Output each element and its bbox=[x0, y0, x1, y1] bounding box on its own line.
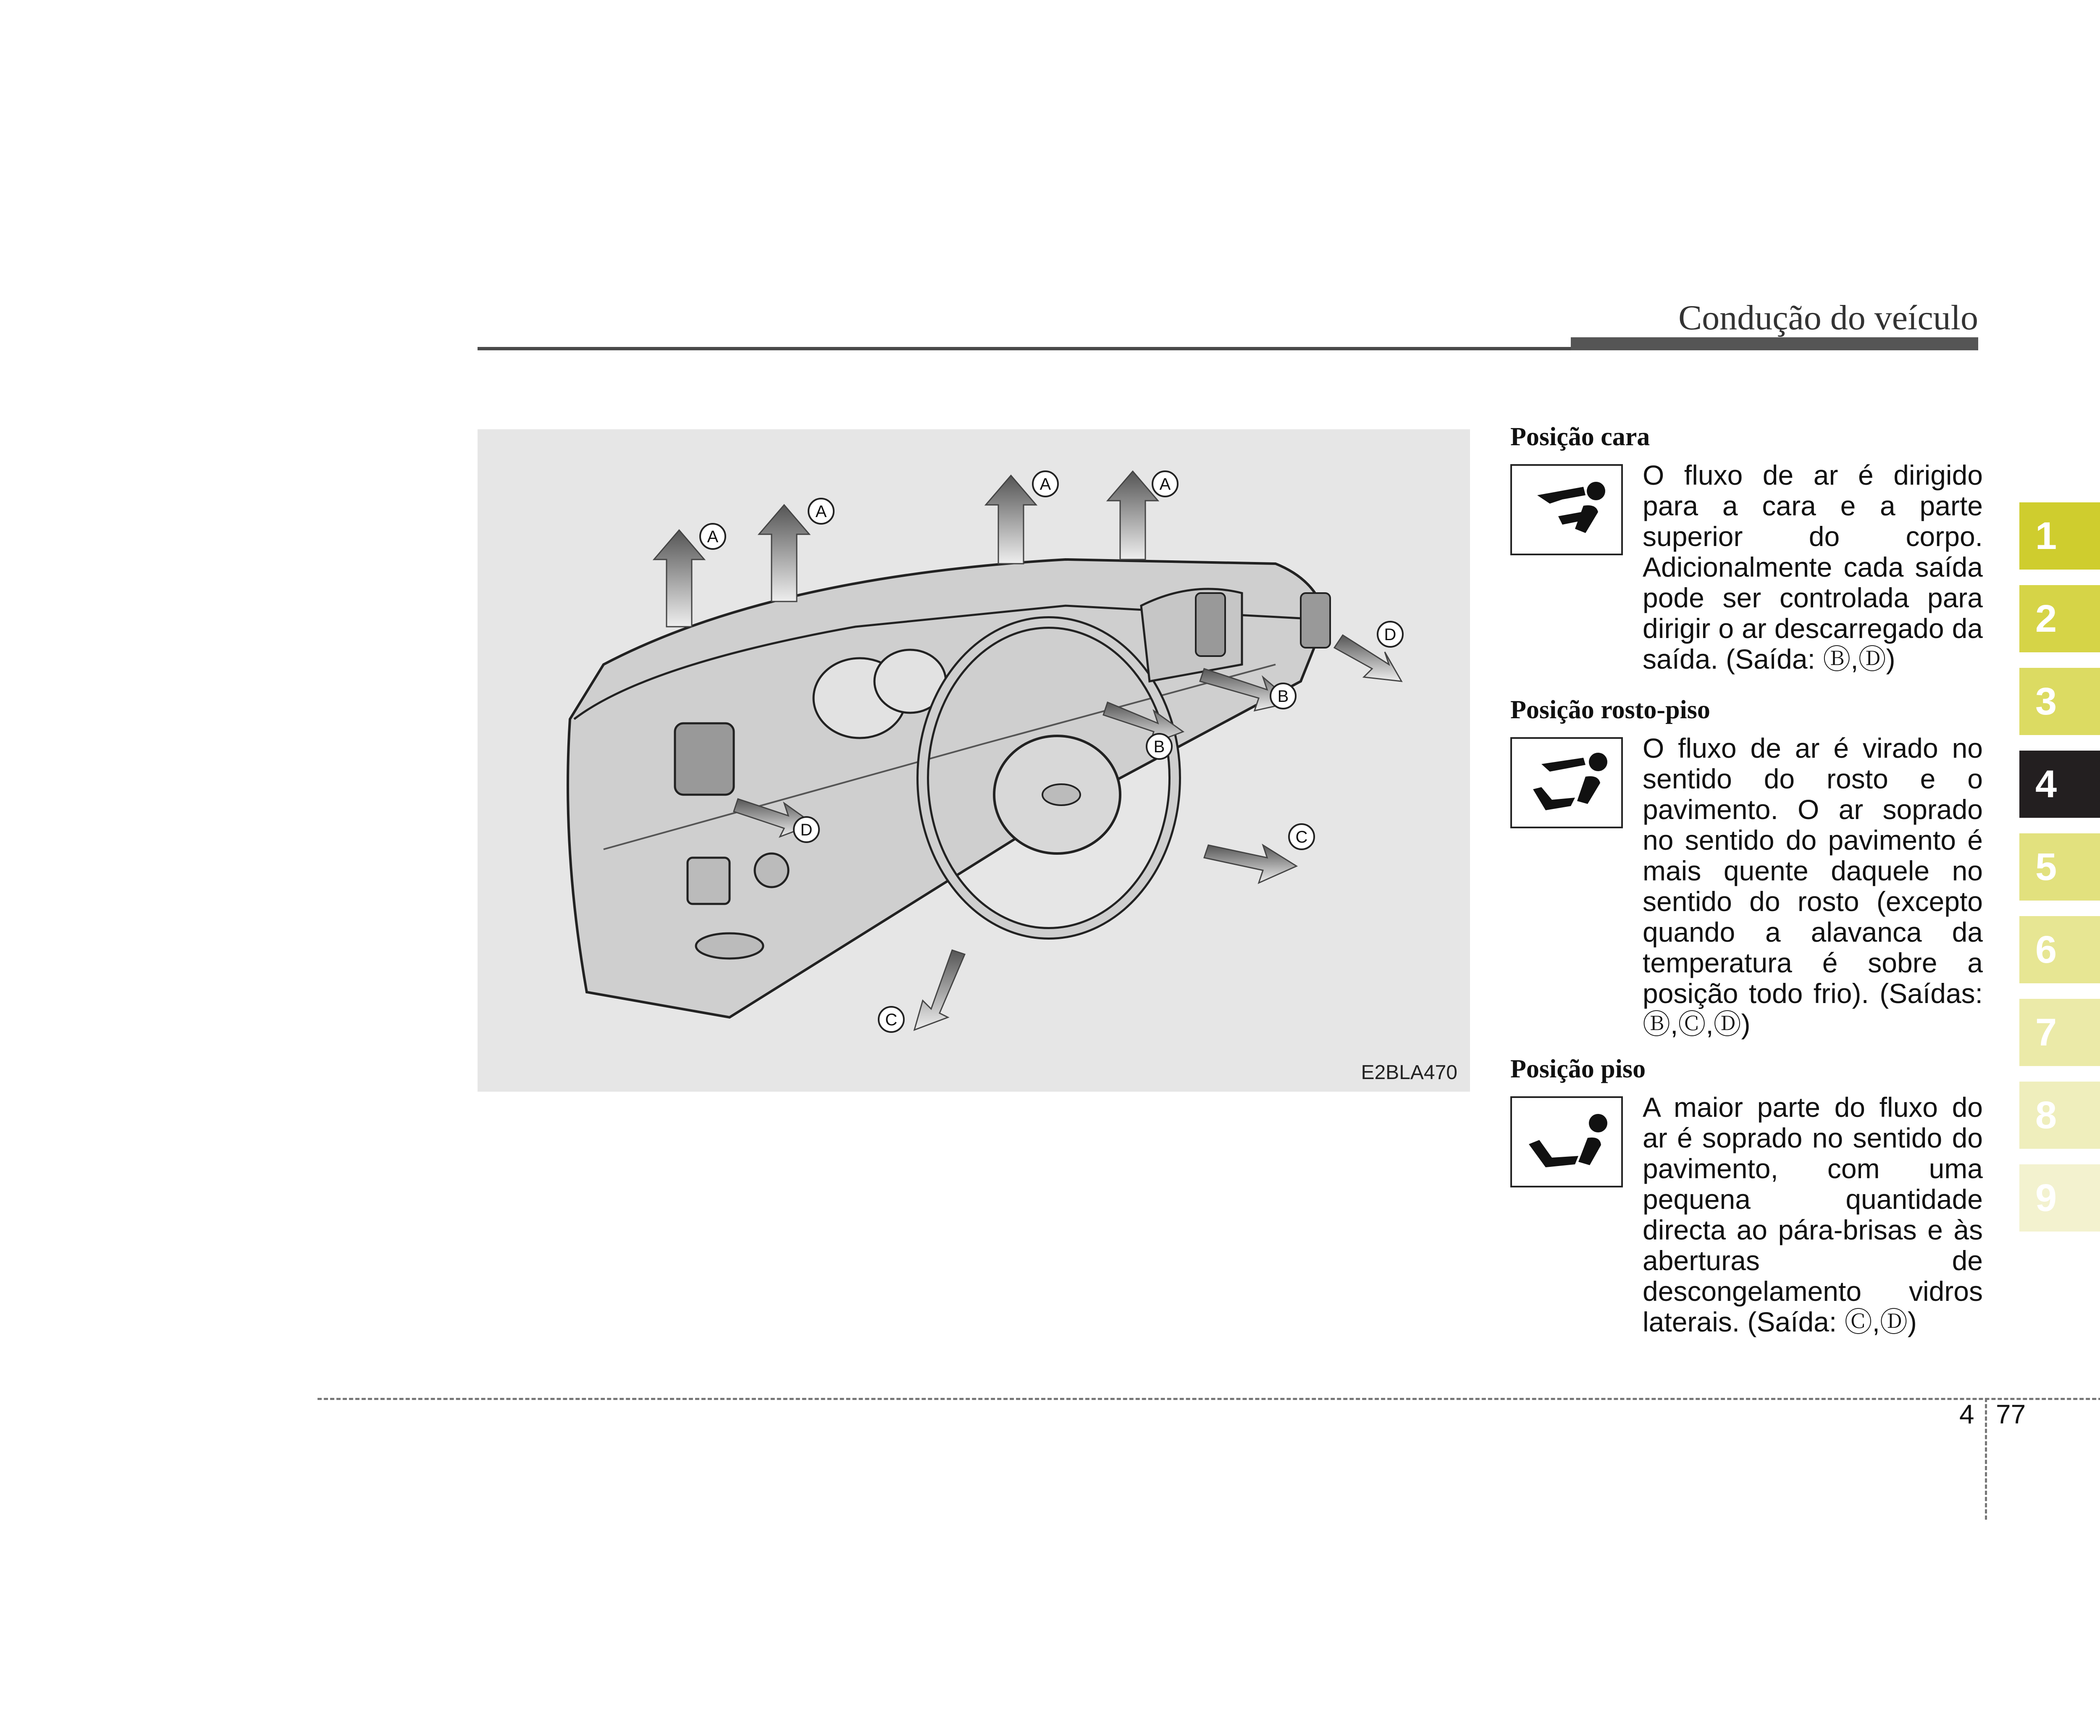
section-text: O fluxo de ar é dirigido para a cara e a parte superior do corpo. Adicionalmente cada saída pode ser controlada para dirigir o ar descarregado da saída. (Saída: Ⓑ,Ⓓ) bbox=[1643, 460, 1983, 675]
figure-code: E2BLA470 bbox=[1361, 1061, 1457, 1084]
face-airflow-icon bbox=[1510, 464, 1623, 555]
chapter-tab-5[interactable]: 5 bbox=[2019, 833, 2100, 901]
section-title: Posição piso bbox=[1510, 1055, 1646, 1083]
header-rule-accent bbox=[1571, 337, 1978, 350]
outlet-label-c: C bbox=[885, 1011, 898, 1029]
section-floor-mode bbox=[1510, 1054, 1981, 1357]
outlet-label-a: A bbox=[1159, 475, 1171, 494]
page-chapter-number: 4 bbox=[1959, 1399, 1974, 1429]
section-text: O fluxo de ar é virado no sentido do rosto e o pavimento. O ar soprado no sentido do pavimento é mais quente daquele no sentido do rosto (excepto quando a alavanca da temperatura é sobre a posição todo frio). (Saídas: Ⓑ,Ⓒ,Ⓓ) bbox=[1643, 733, 1983, 1040]
dashboard-air-outlets-illustration bbox=[478, 429, 1470, 1092]
outlet-label-a: A bbox=[815, 502, 827, 521]
chapter-tab-7[interactable]: 7 bbox=[2019, 999, 2100, 1066]
outlet-label-a: A bbox=[707, 528, 719, 546]
section-face-mode bbox=[1510, 422, 1981, 691]
chapter-tab-6[interactable]: 6 bbox=[2019, 916, 2100, 983]
chapter-tabs bbox=[2019, 502, 2100, 1247]
outlet-label-c: C bbox=[1295, 828, 1308, 846]
footer-divider bbox=[1985, 1398, 1987, 1520]
section-title: Posição cara bbox=[1510, 423, 1650, 451]
page-header-title: Condução do veículo bbox=[1678, 298, 1978, 337]
chapter-tab-9[interactable]: 9 bbox=[2019, 1164, 2100, 1232]
chapter-tab-4[interactable]: 4 bbox=[2019, 751, 2100, 818]
chapter-tab-2[interactable]: 2 bbox=[2019, 585, 2100, 652]
outlet-label-b: B bbox=[1277, 687, 1289, 706]
outlet-label-b: B bbox=[1153, 738, 1165, 756]
floor-airflow-icon bbox=[1510, 1096, 1623, 1187]
chapter-tab-8[interactable]: 8 bbox=[2019, 1082, 2100, 1149]
chapter-tab-3[interactable]: 3 bbox=[2019, 668, 2100, 735]
dashboard-drawing bbox=[478, 429, 1470, 1092]
face-floor-airflow-icon bbox=[1510, 737, 1623, 828]
section-title: Posição rosto-piso bbox=[1510, 696, 1710, 724]
page-number: 77 bbox=[1996, 1399, 2026, 1429]
outlet-label-d: D bbox=[800, 821, 813, 839]
footer-rule bbox=[318, 1398, 2100, 1400]
section-text: A maior parte do fluxo do ar é soprado no sentido do pavimento, com uma pequena quantidade directa ao pára-brisas e às aberturas de descongelamento vidros laterais. (Saída: Ⓒ,Ⓓ) bbox=[1643, 1092, 1983, 1337]
outlet-label-d: D bbox=[1384, 625, 1396, 644]
section-face-floor-mode bbox=[1510, 695, 1981, 1044]
chapter-tab-1[interactable]: 1 bbox=[2019, 502, 2100, 570]
outlet-label-a: A bbox=[1040, 475, 1051, 494]
